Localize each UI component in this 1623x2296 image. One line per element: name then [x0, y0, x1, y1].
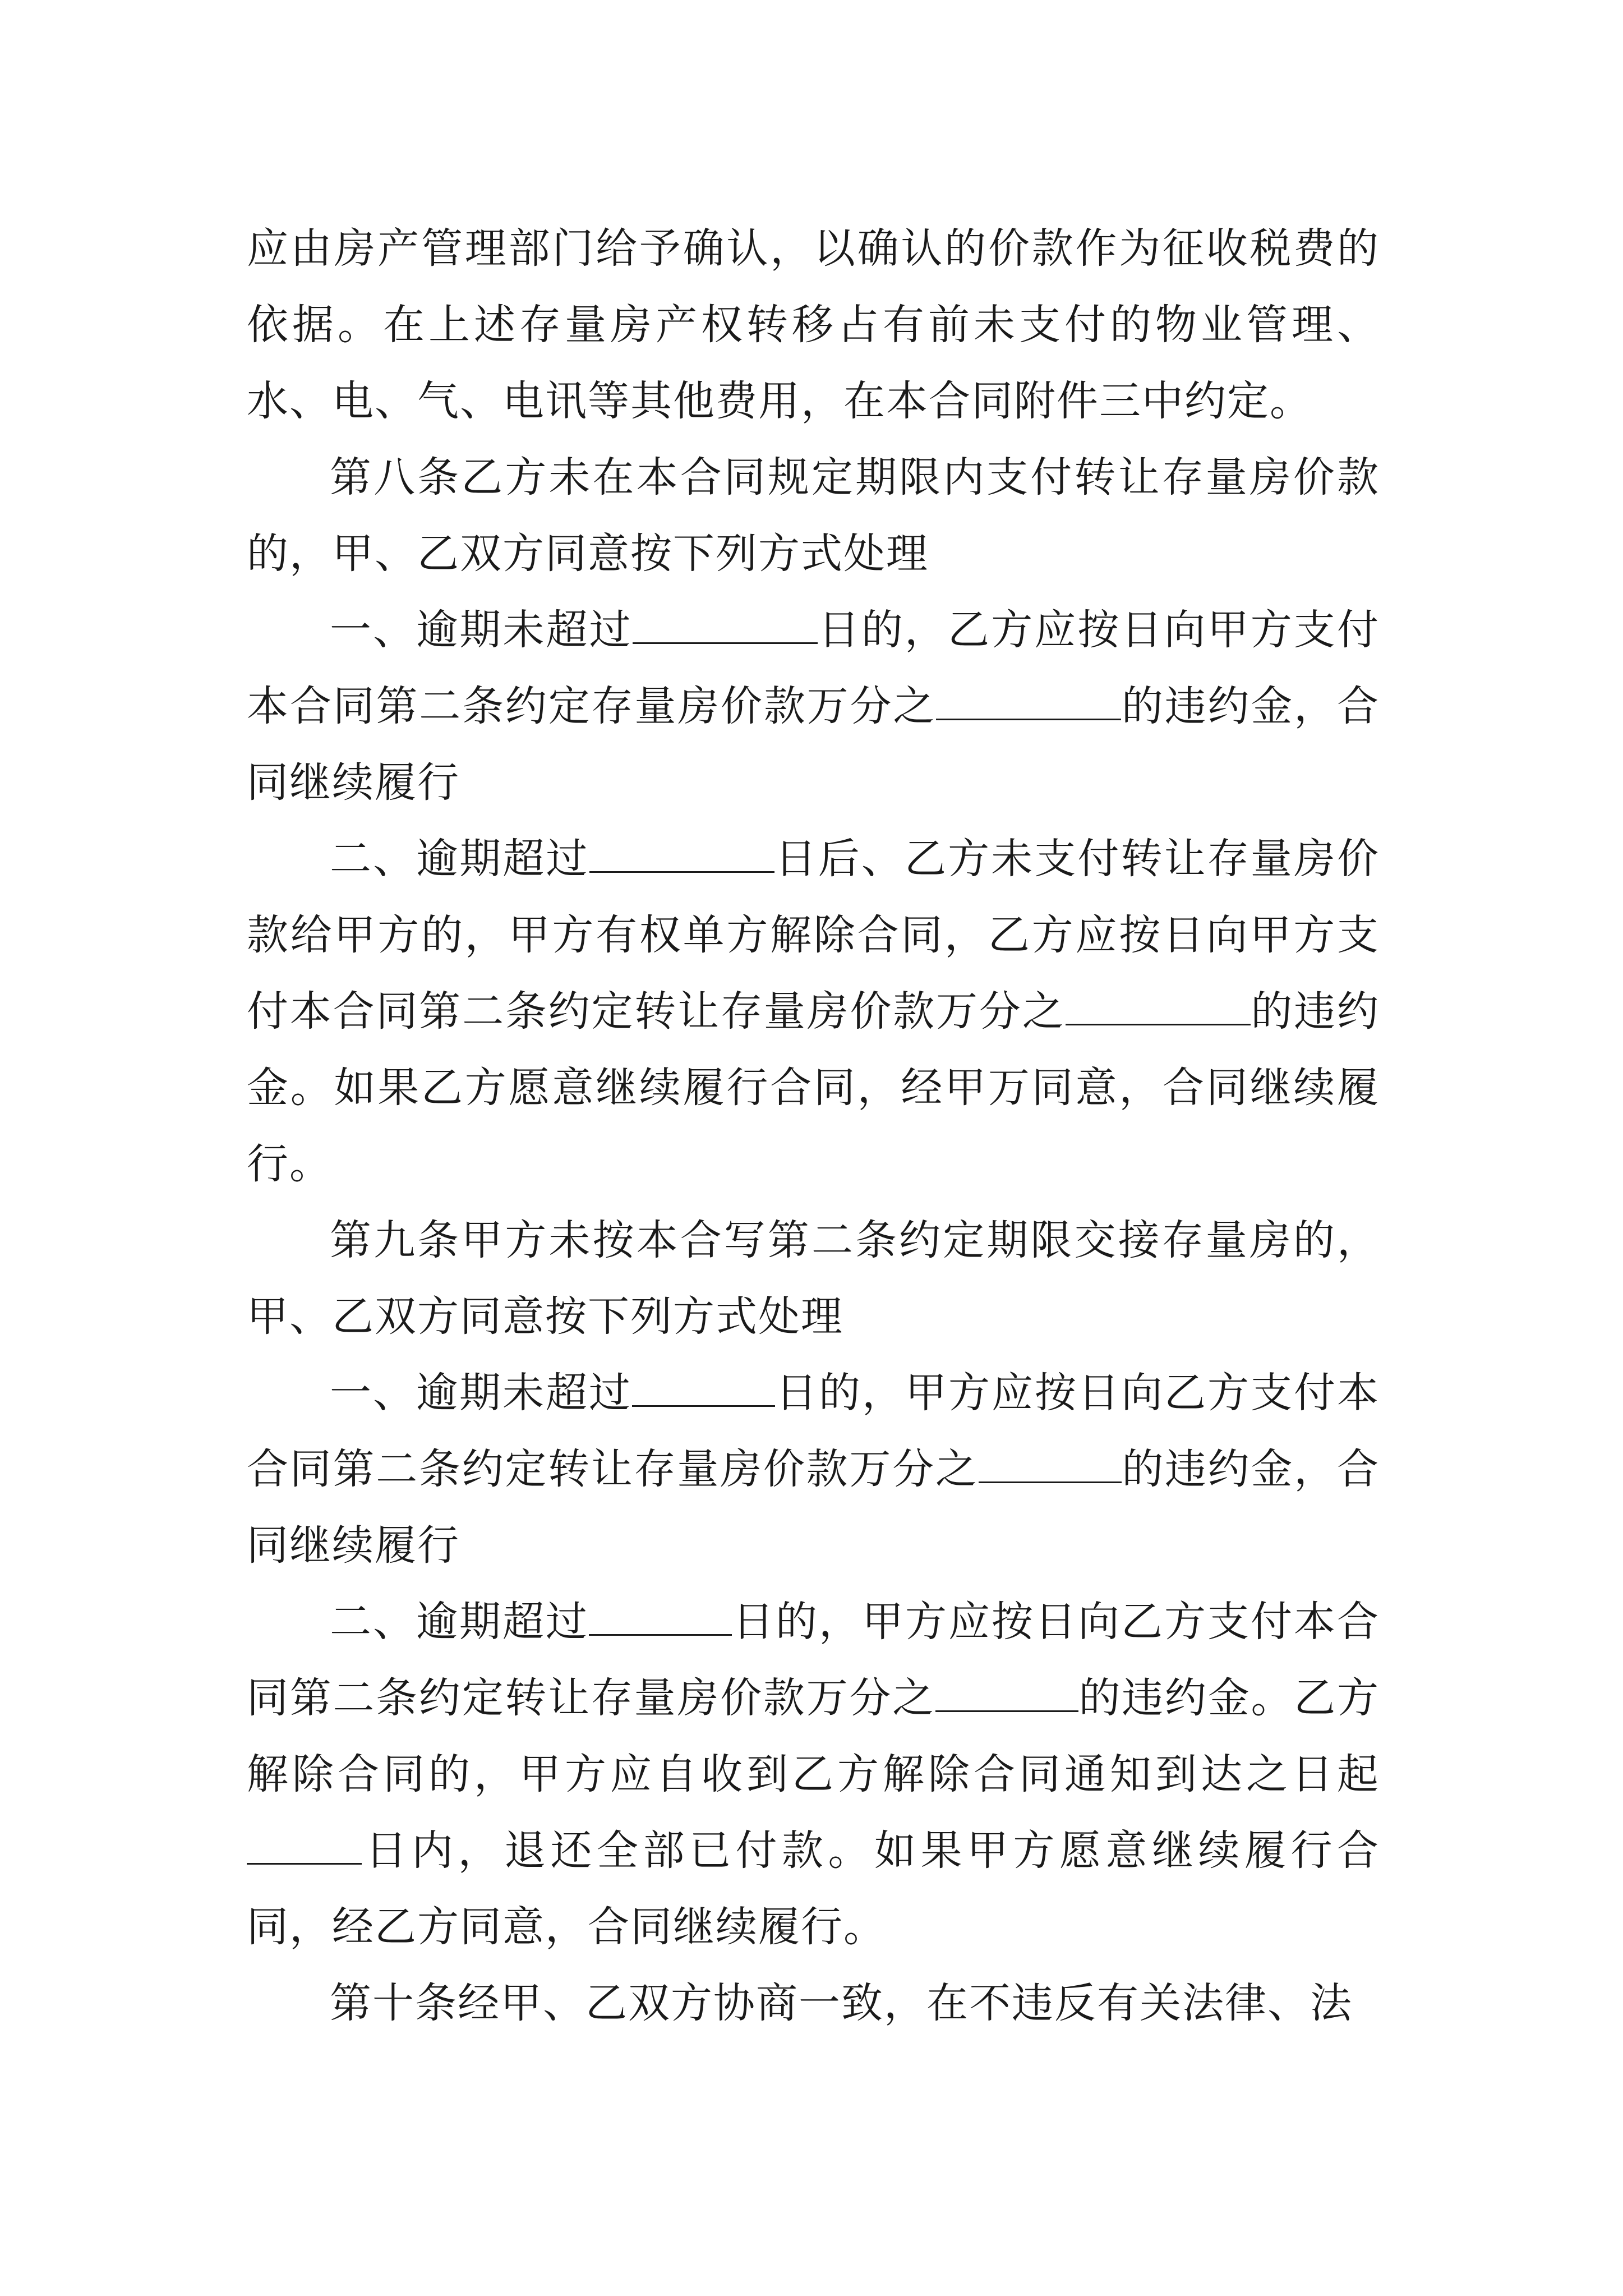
document-page: [247, 210, 1380, 2041]
blank-field[interactable]: [1066, 984, 1251, 1025]
blank-field[interactable]: [935, 1671, 1078, 1712]
blank-field[interactable]: [632, 1366, 775, 1407]
paragraph-text: 应由房产管理部门给予确认，以确认的价款作为征收税费的依据。在上述存量房产权转移占有前未支付的物业管理、水、电、气、电讯等其他费用，在本合同附件三中约定。: [247, 224, 1380, 425]
blank-field[interactable]: [979, 1442, 1122, 1483]
article-10-heading: [247, 1965, 1380, 2041]
blank-field[interactable]: [589, 832, 774, 873]
article-8-heading: [247, 439, 1380, 592]
article-8-clause-2: [247, 821, 1380, 1202]
paragraph-text: 二、逾期超过: [330, 1598, 589, 1646]
paragraph-text: 二、逾期超过: [330, 835, 589, 883]
blank-field[interactable]: [633, 603, 818, 644]
article-8-clause-1: [247, 592, 1380, 821]
paragraph-continuation: [247, 210, 1380, 439]
paragraph-text: 第八条乙方未在本合同规定期限内支付转让存量房价款的，甲、乙双方同意按下列方式处理: [247, 453, 1380, 578]
article-9-clause-2: [247, 1584, 1380, 1965]
paragraph-text: 的违约金。乙方解除合同的，甲方应自收到乙方解除合同通知到达之日起: [247, 1674, 1380, 1798]
paragraph-text: 一、逾期未超过: [330, 606, 633, 654]
paragraph-text: 的违约金，合同继续履行: [247, 682, 1380, 807]
paragraph-text: 日的，乙方应按日向甲方支付本合同第二条约定存量房价款万分之: [247, 606, 1380, 730]
article-9-clause-1: [247, 1355, 1380, 1584]
paragraph-text: 的违约金，合同继续履行: [247, 1445, 1380, 1570]
paragraph-text: 的违约金。如果乙方愿意继续履行合同，经甲万同意，合同继续履行。: [247, 987, 1380, 1188]
blank-field[interactable]: [589, 1595, 732, 1636]
blank-field[interactable]: [247, 1824, 362, 1865]
paragraph-text: 第十条经甲、乙双方协商一致，在不违反有关法律、法: [330, 1979, 1353, 2027]
blank-field[interactable]: [936, 679, 1121, 720]
paragraph-text: 日后、乙方未支付转让存量房价款给甲方的，甲方有权单方解除合同，乙方应按日向甲方支付本合同第二条约定转让存量房价款万分之: [247, 835, 1380, 1036]
article-9-heading: [247, 1202, 1380, 1355]
paragraph-text: 日内，退还全部已付款。如果甲方愿意继续履行合同，经乙方同意，合同继续履行。: [247, 1826, 1380, 1951]
paragraph-text: 一、逾期未超过: [330, 1369, 632, 1417]
paragraph-text: 日的，甲方应按日向乙方支付本合同第二条约定转让存量房价款万分之: [247, 1598, 1380, 1722]
paragraph-text: 日的，甲方应按日向乙方支付本合同第二条约定转让存量房价款万分之: [247, 1369, 1380, 1493]
paragraph-text: 第九条甲方未按本合写第二条约定期限交接存量房的，甲、乙双方同意按下列方式处理: [247, 1216, 1380, 1341]
